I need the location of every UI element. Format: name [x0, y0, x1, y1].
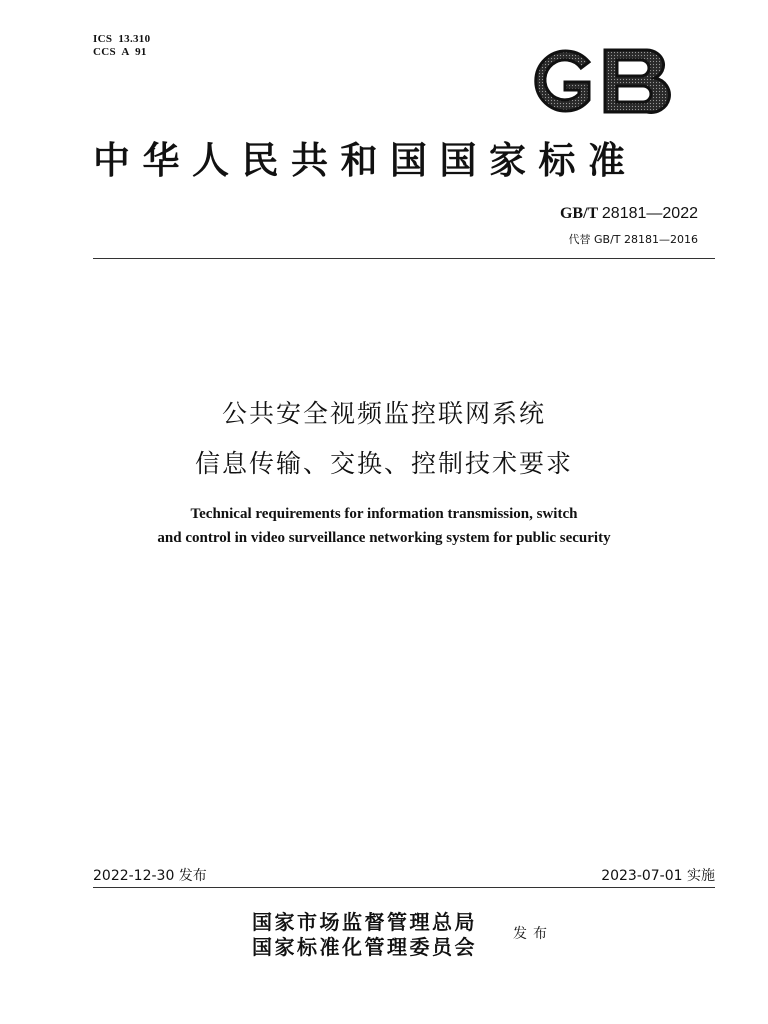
chinese-title-line-1: 公共安全视频监控联网系统 — [221, 399, 546, 428]
gb-logo-icon — [523, 42, 675, 120]
implementation-date: 2023-07-01 实施 — [601, 868, 715, 884]
english-title-line-1: Technical requirements for information transmission, switch — [190, 506, 578, 522]
standard-number-prefix: GB/T — [559, 205, 598, 222]
chinese-title-line-2: 信息传输、交换、控制技术要求 — [194, 449, 573, 478]
issuer-sac: 国家标准化管理委员会 — [252, 935, 477, 959]
ics-code: ICS 13.310 — [93, 33, 151, 45]
top-divider — [93, 258, 715, 259]
classification-codes — [93, 33, 150, 59]
issuing-authorities — [252, 910, 477, 960]
issuer-samr: 国家市场监督管理总局 — [252, 910, 477, 934]
standard-number-value: 28181—2022 — [601, 205, 698, 222]
publish-label: 发布 — [513, 926, 553, 942]
national-standard-title: 中华人民共和国国家标准 — [93, 138, 638, 182]
replaces-standard: 代替 GB/T 28181—2016 — [568, 233, 698, 246]
english-title-line-2: and control in video surveillance networking system for public security — [157, 530, 611, 546]
standard-number — [560, 205, 698, 223]
issue-date: 2022-12-30 发布 — [93, 868, 207, 884]
bottom-divider — [93, 887, 715, 888]
ccs-code: CCS A 91 — [93, 46, 147, 58]
